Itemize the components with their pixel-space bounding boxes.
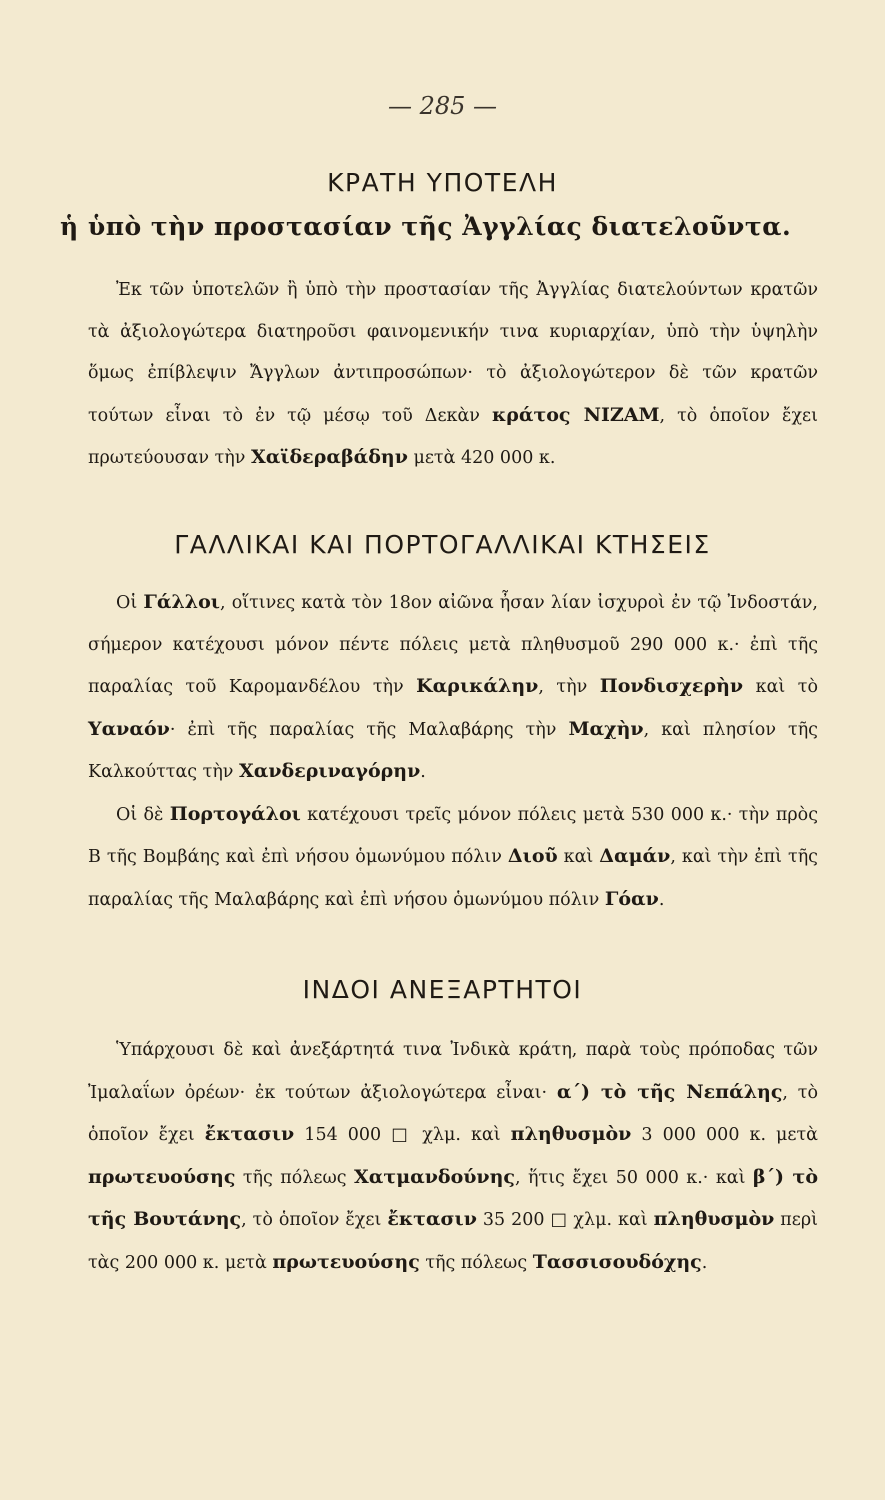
section-heading-independent: ΙΝΔΟΙ ΑΝΕΞΑΡΤΗΤΟΙ <box>302 975 583 1004</box>
text-run: , τὴν <box>538 677 600 697</box>
text-run: καὶ <box>557 847 600 867</box>
text-run: . <box>420 762 426 782</box>
text-run: 35 200 □ χλμ. καὶ <box>476 1210 654 1230</box>
text-run: . <box>658 889 665 910</box>
bold-term: Καρικάλην <box>416 675 539 697</box>
section-heading-subject-states: ΚΡΑΤΗ ΥΠΟΤΕΛΗ <box>327 168 558 197</box>
text-run: μετὰ 420 000 κ. <box>407 448 556 468</box>
text-run: κατέχουσι τρεῖς μόνον πόλεις μετὰ 530 000 κ.· τὴν πρὸς Β τῆς Βομβάης καὶ ἐπὶ νήσου ὁμωνύμου πόλιν <box>88 804 819 867</box>
bold-term: Μαχὴν <box>568 717 644 740</box>
bold-term: Χαϊδεραβάδην <box>250 446 408 468</box>
paragraph <box>88 582 818 794</box>
text-run: περὶ τὰς 200 000 κ. μετὰ <box>88 1210 818 1273</box>
page-number: — 285 — <box>387 92 498 120</box>
section-body-french-portuguese <box>88 582 818 921</box>
text-run: . <box>701 1252 708 1273</box>
bold-term: β΄) τὸ τῆς Βουτάνης <box>88 1165 819 1230</box>
text-run: , καὶ τὴν ἐπὶ τῆς παραλίας τῆς Μαλαβάρης καὶ ἐπὶ νήσου ὁμωνύμου πόλιν <box>88 847 818 910</box>
bold-term: Υαναόν <box>88 717 170 740</box>
bold-term: πληθυσμὸν <box>653 1208 775 1230</box>
text-run: Οἱ <box>116 593 144 613</box>
text-run: , οἵτινες κατὰ τὸν 18ον αἰῶνα ἦσαν λίαν ἰσχυροὶ ἐν τῷ Ἰνδοστάν, σήμερον κατέχουσι μόνον πέντε πόλεις μετὰ πληθυσμοῦ 290 000 κ.· ἐπὶ τῆς παραλίας τοῦ Καρομανδέλου τὴν <box>88 593 818 697</box>
bold-term: Τασσισουδόχης <box>532 1250 702 1273</box>
bold-term: πρωτευούσης <box>88 1165 236 1188</box>
text-run: 3 000 000 κ. μετὰ <box>631 1125 818 1145</box>
text-run: Οἱ δὲ <box>116 804 170 825</box>
bold-term: Γόαν <box>604 887 659 910</box>
section-subheading: ἡ ὑπὸ τὴν προστασίαν τῆς Ἀγγλίας διατελοῦντα. <box>60 212 792 241</box>
section-body-independent <box>88 1030 818 1284</box>
section-body-subject-states <box>88 270 818 480</box>
section-heading-french-portuguese: ΓΑΛΛΙΚΑΙ ΚΑΙ ΠΟΡΤΟΓΑΛΛΙΚΑΙ ΚΤΗΣΕΙΣ <box>174 530 711 559</box>
text-run: , τὸ ὁποῖον ἔχει πρωτεύουσαν τὴν <box>88 405 818 468</box>
text-run: Ὑπάρχουσι δὲ καὶ ἀνεξάρτητά τινα Ἰνδικὰ κράτη, παρὰ τοὺς πρόποδας τῶν Ἰμαλαΐων ὀρέων· ἐκ τούτων ἀξιολογώτερα εἶναι· <box>88 1040 818 1103</box>
bold-term: πρωτευούσης <box>272 1250 420 1273</box>
paragraph <box>88 1030 818 1284</box>
bold-term: α΄) τὸ τῆς Νεπάλης <box>556 1080 783 1103</box>
text-run: Ἐκ τῶν ὑποτελῶν ἢ ὑπὸ τὴν προστασίαν τῆς Ἀγγλίας διατελούντων κρατῶν τὰ ἀξιολογώτερα διατηροῦσι φαινομενικήν τινα κυριαρχίαν, ὑπὸ τὴν ὑψηλὴν ὅμως ἐπίβλεψιν Ἄγγλων ἀντιπροσώπων· τὸ ἀξιολογώτερον δὲ τῶν κρατῶν τούτων εἶναι τὸ ἐν τῷ μέσῳ τοῦ Δεκὰν <box>88 280 818 426</box>
text-run: καὶ τὸ <box>743 677 818 697</box>
bold-term: κράτος ΝΙΖΑΜ <box>491 403 660 426</box>
text-run: , ἥτις ἔχει 50 000 κ.· καὶ <box>515 1167 753 1188</box>
text-run: , καὶ πλησίον τῆς Καλκούττας τὴν <box>88 719 818 782</box>
text-run: , τὸ ὁποῖον ἔχει <box>241 1210 388 1230</box>
bold-term: ἔκτασιν <box>387 1208 477 1230</box>
bold-term: πληθυσμὸν <box>510 1123 632 1145</box>
text-run: , τὸ ὁποῖον ἔχει <box>88 1082 819 1145</box>
text-run: τῆς πόλεως <box>419 1252 533 1273</box>
bold-term: Πορτογάλοι <box>169 802 301 825</box>
paragraph <box>88 794 818 922</box>
bold-term: ἔκτασιν <box>204 1123 295 1145</box>
bold-term: Γάλλοι <box>143 591 220 613</box>
text-run: · ἐπὶ τῆς παραλίας τῆς Μαλαβάρης τὴν <box>169 719 569 740</box>
bold-term: Χανδεριναγόρην <box>239 760 421 782</box>
bold-term: Διοῦ <box>507 845 558 867</box>
bold-term: Δαμάν <box>599 845 671 867</box>
text-run: 154 000 □ χλμ. καὶ <box>294 1125 511 1145</box>
paragraph <box>88 270 818 480</box>
text-run: τῆς πόλεως <box>235 1167 355 1188</box>
bold-term: Πονδισχερὴν <box>599 675 744 697</box>
bold-term: Χατμανδούνης <box>354 1165 515 1188</box>
